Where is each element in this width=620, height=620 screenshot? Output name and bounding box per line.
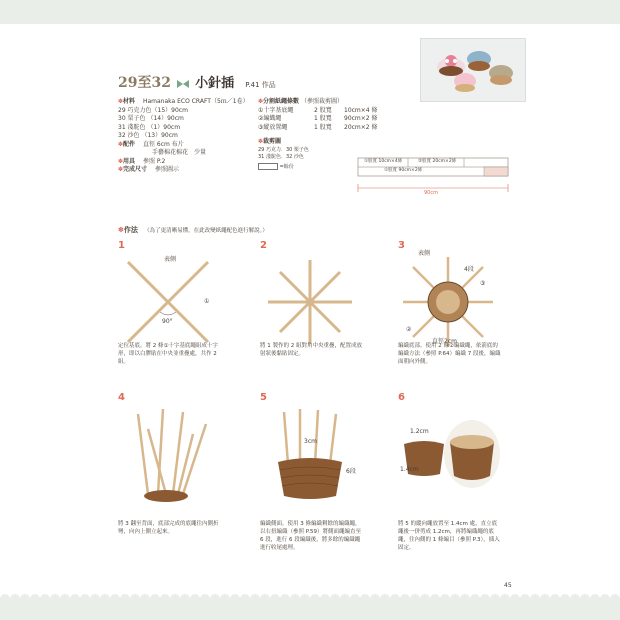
- step-number: 6: [398, 392, 405, 403]
- step-caption: 編織底部。使用 2 條②編織繩，依箭底的編織方法（參照 P.64）編織 7 段後，編織面朝向外側。: [398, 343, 501, 365]
- material-item: 30 栗子色 （14）90cm: [118, 115, 184, 122]
- diagram-seg1: ①股寬 10cm×4條: [364, 159, 403, 164]
- step-label: 90°: [162, 318, 173, 325]
- parts-label: 配件: [123, 140, 136, 148]
- project-ref: P.41 作品: [245, 81, 276, 89]
- step-3-diagram: [398, 252, 498, 352]
- step-number: 1: [118, 240, 125, 251]
- book-page: [92, 30, 528, 595]
- step-1-diagram: [118, 252, 218, 352]
- tools-value: 參照 P.2: [142, 157, 166, 165]
- materials-label: 材料: [123, 98, 136, 105]
- step-number: 4: [118, 392, 125, 403]
- step-caption: 編織側面。使用 3 條編織剩餘的編織繩，以右扭編織（參照 P.59）將側面繩編直至 6 段，進行 6 段編織後，將多餘的編織繩進行收尾處理。: [260, 521, 361, 551]
- material-item: 32 沙色 （13）90cm: [118, 132, 178, 139]
- cutting-block: ✽分割紙繩條數 （參照裁剪圖） ①十字基底繩 2 股寬 10cm×4 條 ②編織繩 1 股寬 90cm×2 條 ③縱放置繩 1 股寬 20cm×2 條 ✽裁剪圖 29 巧克力．30 栗子色 31 淺駝色．32 沙色 =餘份: [258, 98, 388, 171]
- parts-line: 直徑 6cm 布片: [142, 140, 184, 148]
- bow-icon: [176, 73, 190, 92]
- diagram-variant: 31 淺駝色．32 沙色: [258, 153, 304, 160]
- cutting-label: 分割紙繩條數: [263, 98, 300, 105]
- page-number: 45: [504, 582, 512, 589]
- project-title: [118, 72, 276, 92]
- step-label: ①: [204, 298, 210, 305]
- step-label: 直徑2cm: [432, 338, 457, 345]
- step-number: 5: [260, 392, 267, 403]
- materials-brand: Hamanaka ECO CRAFT（5ｍ／1卷）: [142, 98, 249, 105]
- diagram-legend: =餘份: [258, 163, 388, 172]
- cutting-row: ②編織繩 1 股寬 90cm×2 條: [258, 115, 378, 122]
- step-label: 6段: [346, 468, 356, 475]
- diagram-seg2: ②股寬 20cm×2條: [418, 159, 457, 164]
- diagram-label: 裁剪圖: [263, 138, 282, 145]
- step-label: 表側: [418, 250, 431, 257]
- tools-label: 用具: [123, 157, 136, 165]
- step-5-diagram: [260, 404, 360, 504]
- step-2-diagram: [260, 252, 360, 352]
- cutting-row: ①十字基底繩 2 股寬 10cm×4 條: [258, 106, 378, 114]
- step-6-diagram: [398, 404, 502, 504]
- step-label: ②: [406, 326, 412, 333]
- cutting-row: ③縱放置繩 1 股寬 20cm×2 條: [258, 123, 378, 131]
- parts-line: 手藝棉花棉花 少量: [152, 149, 207, 156]
- steps-heading: ✽作法 （為了更清晰易懂，在此改變紙繩配色進行解說。）: [118, 226, 268, 234]
- project-name: 小針插: [195, 76, 235, 91]
- size-label: 完成尺寸: [123, 166, 148, 173]
- step-label: ③: [480, 280, 486, 287]
- step-caption: 定位基底。將 2 條①十字基底繩組成十字形，即以白膠貼在中央並重疊處，共作 2 組。: [118, 343, 218, 365]
- size-value: 參照圖示: [154, 166, 179, 173]
- step-label: 3cm: [304, 438, 317, 445]
- diagram-seg3: ①股寬 90cm×2條: [384, 168, 423, 173]
- step-4-diagram: [118, 404, 218, 504]
- step-label: 4段: [464, 266, 474, 273]
- top-decorative-band: [0, 0, 620, 24]
- diagram-variant: 29 巧克力．30 栗子色: [258, 146, 309, 153]
- step-caption: 將 5 的縱向繩放置至 1.4cm 處，直立底繩後一併剪成 1.2cm，再將編織繩的底繩，往內側的 1 條編目（參照 P.3），插入固定。: [398, 521, 500, 551]
- step-caption: 將 3 翻至背面，底部完成的底繩往內側折彎，向內上側立起來。: [118, 521, 219, 535]
- step-number: 2: [260, 240, 267, 251]
- finished-pincushions-photo: [420, 38, 526, 102]
- materials-block: ✽材料 Hamanaka ECO CRAFT（5ｍ／1卷） 29 巧克力色（15）90cm 30 栗子色 （14）90cm 31 淺駝色 （1）90cm 32 沙色 （13）90cm ✽配件 直徑 6cm 布片 手藝棉花棉花 少量 ✽用具 參照 P.2 ✽完成尺寸 參照圖示: [118, 98, 258, 175]
- project-number: 29至32: [118, 75, 171, 91]
- cutting-diagram: [354, 154, 514, 204]
- material-item: 29 巧克力色（15）90cm: [118, 106, 188, 114]
- cutting-note: （參照裁剪圖）: [300, 98, 343, 105]
- step-label: 1.4cm: [400, 466, 419, 473]
- diagram-total: 90cm: [424, 190, 438, 196]
- step-label: 1.2cm: [410, 428, 429, 435]
- step-label: 表側: [164, 256, 177, 263]
- step-number: 3: [398, 240, 405, 251]
- material-item: 31 淺駝色 （1）90cm: [118, 123, 181, 131]
- step-caption: 將 1 製作的 2 組對角中央重疊，配置成放射狀後黏貼固定。: [260, 343, 362, 357]
